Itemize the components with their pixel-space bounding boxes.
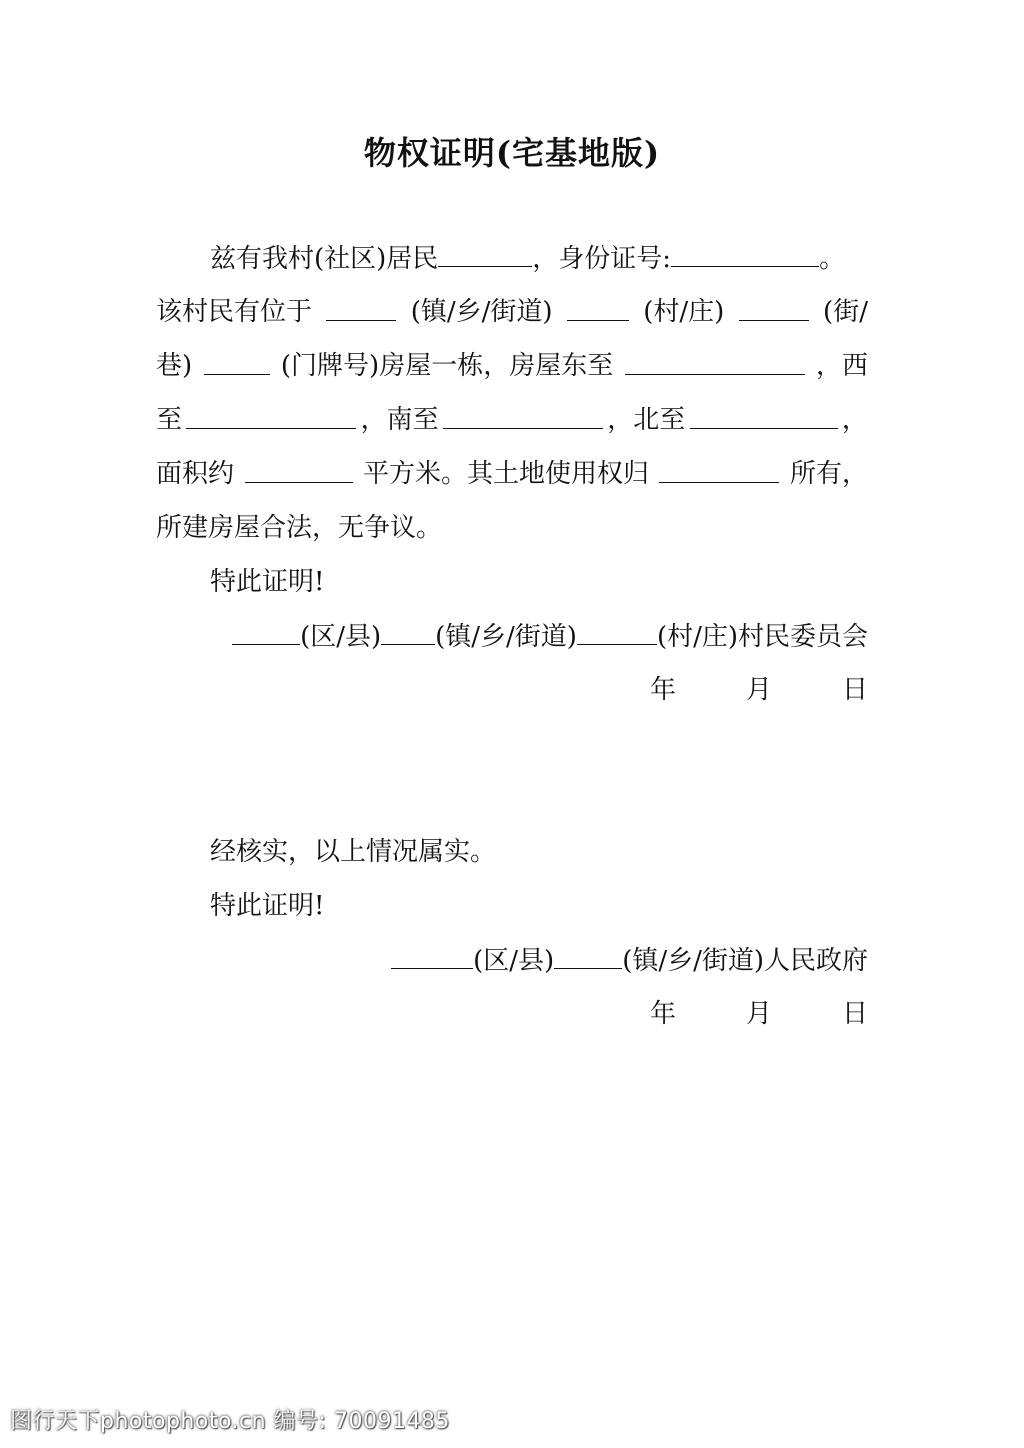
text: (街/ <box>823 297 868 327</box>
county-blank[interactable] <box>391 940 473 969</box>
watermark: 图行天下photophoto.cn 编号: 70091485 <box>10 1409 450 1434</box>
verification-certify <box>156 886 868 926</box>
committee-signature-line <box>156 616 868 656</box>
text: 巷) <box>156 351 193 381</box>
body-line-3 <box>156 346 868 386</box>
text: (区/县) <box>473 946 555 976</box>
document-title: 物权证明(宅基地版) <box>363 134 661 172</box>
resident-name-blank[interactable] <box>438 238 532 267</box>
text: ，身份证号: <box>532 244 672 274</box>
street-blank[interactable] <box>739 292 809 321</box>
text: (镇/乡/街道) <box>410 297 553 327</box>
day-label: 日 <box>841 675 868 705</box>
text: (村/庄) <box>643 297 725 327</box>
government-signature-line <box>156 940 868 980</box>
house-number-blank[interactable] <box>204 346 270 375</box>
text: (镇/乡/街道) <box>435 622 577 652</box>
text: ， <box>841 405 868 435</box>
government-date <box>156 994 868 1034</box>
text: 至 <box>156 405 183 435</box>
text: 特此证明! <box>210 891 325 921</box>
text: 经核实，以上情况属实。 <box>210 837 497 867</box>
body-line-1 <box>156 238 868 278</box>
text: ，南至 <box>360 405 439 435</box>
body-line-2 <box>156 292 868 332</box>
day-label: 日 <box>841 999 868 1029</box>
south-boundary-blank[interactable] <box>443 400 603 429</box>
town-blank[interactable] <box>381 616 435 645</box>
text: (门牌号)房屋一栋，房屋东至 <box>280 351 614 381</box>
id-number-blank[interactable] <box>671 238 819 267</box>
certify-statement <box>156 562 868 602</box>
text: ，北至 <box>607 405 686 435</box>
village-blank[interactable] <box>577 616 657 645</box>
body-line-5 <box>156 454 868 494</box>
year-label: 年 <box>649 999 676 1029</box>
east-boundary-blank[interactable] <box>625 346 805 375</box>
text: 特此证明! <box>210 567 325 597</box>
committee-date <box>156 670 868 710</box>
text: ，西 <box>815 351 868 381</box>
town-blank[interactable] <box>326 292 396 321</box>
text: 所有， <box>789 459 868 489</box>
town-blank[interactable] <box>554 940 622 969</box>
year-label: 年 <box>649 675 676 705</box>
area-blank[interactable] <box>245 454 353 483</box>
village-blank[interactable] <box>567 292 629 321</box>
month-label: 月 <box>745 999 772 1029</box>
text: 所建房屋合法，无争议。 <box>156 513 443 543</box>
county-blank[interactable] <box>232 616 300 645</box>
west-boundary-blank[interactable] <box>186 400 356 429</box>
verification-statement <box>156 832 868 872</box>
month-label: 月 <box>745 675 772 705</box>
text: 兹有我村(社区)居民 <box>210 244 439 274</box>
body-line-6 <box>156 508 868 548</box>
text: 。 <box>819 244 846 274</box>
text: (村/庄)村民委员会 <box>656 622 868 652</box>
text: 该村民有位于 <box>156 297 313 327</box>
body-line-4 <box>156 400 868 440</box>
north-boundary-blank[interactable] <box>690 400 838 429</box>
text: (镇/乡/街道)人民政府 <box>622 946 868 976</box>
text: 平方米。其土地使用权归 <box>362 459 649 489</box>
text: (区/县) <box>300 622 382 652</box>
land-owner-blank[interactable] <box>659 454 779 483</box>
text: 面积约 <box>156 459 235 489</box>
